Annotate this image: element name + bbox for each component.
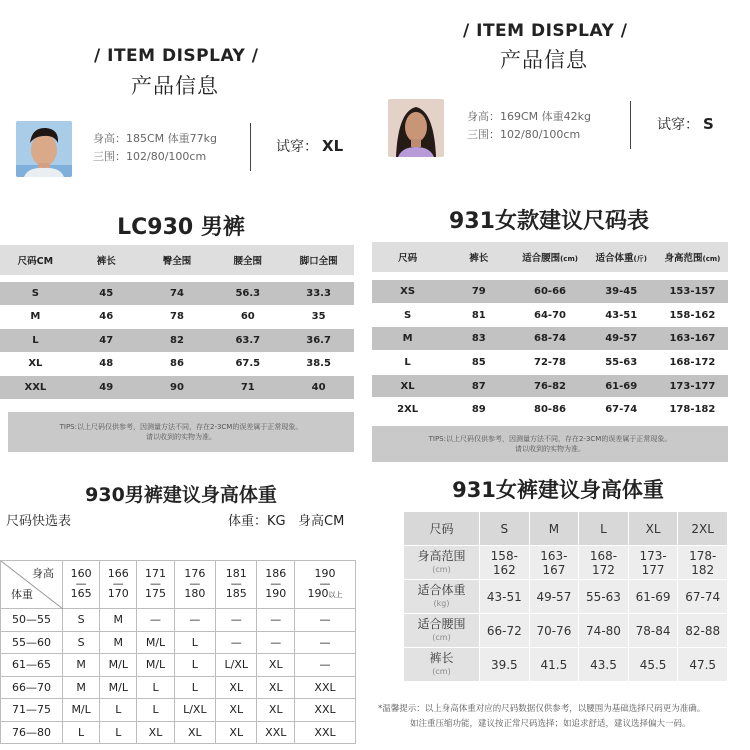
size-cell: XL xyxy=(257,676,295,699)
height-max-suffix: 以上 xyxy=(328,591,343,599)
table-cell: 56.3 xyxy=(235,287,261,299)
size-cell: XXL xyxy=(295,676,356,699)
men-height-weight-panel xyxy=(0,470,362,750)
weight-range: 66—70 xyxy=(1,676,63,699)
tryon-label: 试穿： xyxy=(276,139,318,155)
table-cell: M xyxy=(30,311,41,323)
value-cell: 66-72 xyxy=(480,614,530,648)
item-display-title: / ITEM DISPLAY / xyxy=(463,21,628,41)
tryon-size xyxy=(657,114,714,134)
table-cell: 45 xyxy=(99,287,114,299)
model-measurements xyxy=(467,108,591,144)
tryon-value: XL xyxy=(322,137,344,155)
table-row xyxy=(1,609,356,632)
table-row xyxy=(372,351,728,374)
table-cell: M xyxy=(402,333,413,345)
table-cell: 178-182 xyxy=(669,404,716,416)
size-cell: — xyxy=(257,631,295,654)
size-cell: — xyxy=(216,631,257,654)
table-row xyxy=(1,654,356,677)
value-cell: 78-84 xyxy=(629,614,679,648)
tips-line-2: 请以收到的实物为准。 xyxy=(515,445,585,453)
size-cell: S xyxy=(63,609,100,632)
header-size: L xyxy=(579,512,629,546)
range-dash: — xyxy=(75,577,87,590)
item-display-title: / ITEM DISPLAY / xyxy=(94,46,259,66)
table-cell: 85 xyxy=(471,356,486,368)
size-cell: M xyxy=(100,609,137,632)
size-cell: M xyxy=(100,631,137,654)
tips-note xyxy=(8,412,354,452)
size-cell: — xyxy=(137,609,174,632)
table-cell: 64-70 xyxy=(534,309,566,321)
table-cell: 71 xyxy=(240,381,255,393)
size-cell: S xyxy=(63,631,100,654)
height-max xyxy=(63,587,99,602)
header-size: M xyxy=(530,512,580,546)
men-size-table xyxy=(0,200,362,468)
height-weight-grid xyxy=(0,560,356,744)
info-divider xyxy=(630,101,631,149)
footnote-line-2: 如注重压缩功能，建议按正常尺码选择；如追求舒适，建议选择偏大一码。 xyxy=(410,719,691,729)
value-cell: 70-76 xyxy=(530,614,580,648)
row-label-unit: (kg) xyxy=(433,598,450,608)
value-cell: 55-63 xyxy=(579,580,629,614)
table-cell: 87 xyxy=(471,380,486,392)
table-row xyxy=(372,304,728,327)
corner-height-label: 身高 xyxy=(32,567,54,580)
height-min: 166 xyxy=(107,567,129,580)
table-row xyxy=(0,282,354,305)
weight-range: 61—65 xyxy=(1,654,63,677)
quick-select-label: 尺码快选表 xyxy=(6,514,72,529)
table-cell: 43-51 xyxy=(605,309,638,321)
table-row xyxy=(0,329,354,352)
size-cell: L xyxy=(174,676,215,699)
table-cell: 48 xyxy=(99,358,114,370)
header-height: 身高范围(cm) xyxy=(664,253,721,264)
height-max xyxy=(100,587,136,602)
table-cell: XL xyxy=(28,358,43,370)
height-range-header xyxy=(137,561,174,609)
table-cell: 67-74 xyxy=(605,404,638,416)
table-title: 931女款建议尺码表 xyxy=(449,209,649,234)
height-weight-grid xyxy=(404,512,728,682)
table-cell: 158-162 xyxy=(669,309,716,321)
row-label-text: 裤长 xyxy=(429,650,454,665)
table-cell: 78 xyxy=(170,311,184,323)
table-cell: 47 xyxy=(99,334,114,346)
value-cell: 47.5 xyxy=(678,648,728,682)
size-cell: L xyxy=(100,721,137,744)
tips-line-1: TIPS:以上尺码仅供参考，因测量方法不同，存在2-3CM的误差属于正常现象。 xyxy=(59,423,303,431)
size-cell: M/L xyxy=(137,631,174,654)
table-cell: 153-157 xyxy=(669,285,716,297)
size-cell: M/L xyxy=(100,676,137,699)
grid-corner xyxy=(1,561,63,609)
corner-weight-label: 体重 xyxy=(11,588,33,601)
footnote xyxy=(378,702,705,732)
value-cell: 41.5 xyxy=(530,648,580,682)
male-model-avatar xyxy=(16,121,72,177)
tryon-value: S xyxy=(703,115,714,133)
table-cell: 80-86 xyxy=(534,404,566,416)
table-row xyxy=(0,353,354,376)
table-cell: 76-82 xyxy=(534,380,566,392)
table-row xyxy=(404,580,728,614)
weight-range: 71—75 xyxy=(1,699,63,722)
table-cell: 49 xyxy=(99,381,114,393)
women-height-weight-panel xyxy=(366,470,750,750)
height-max-value: 190 xyxy=(265,587,287,600)
tryon-size xyxy=(276,136,343,156)
table-row xyxy=(0,306,354,329)
value-cell: 74-80 xyxy=(579,614,629,648)
header-size: 尺码CM xyxy=(17,256,54,267)
model-measurements xyxy=(93,130,217,166)
header-size: S xyxy=(480,512,530,546)
row-label xyxy=(404,648,480,682)
weight-range: 76—80 xyxy=(1,721,63,744)
height-min: 186 xyxy=(265,567,287,580)
footnote-line-1: *温馨提示：以上身高体重对应的尺码数据仅供参考，以腰围为基础选择尺码更为准确。 xyxy=(378,704,706,714)
table-row xyxy=(372,399,728,422)
height-max-value: 170 xyxy=(107,587,129,600)
size-cell: M/L xyxy=(63,699,100,722)
size-cell: L/XL xyxy=(216,654,257,677)
tips-line-2: 请以收到的实物为准。 xyxy=(146,433,216,441)
height-max xyxy=(175,587,215,602)
units-label: 体重：KG 身高CM xyxy=(228,514,345,529)
header-length: 裤长 xyxy=(469,253,489,264)
table-cell: 90 xyxy=(170,381,184,393)
value-cell: 163-167 xyxy=(530,546,580,580)
table-cell: L xyxy=(404,356,411,368)
table-header xyxy=(372,242,728,272)
size-cell: XL xyxy=(216,676,257,699)
table-cell: 39-45 xyxy=(605,285,638,297)
size-cell: XL xyxy=(257,699,295,722)
height-min: 176 xyxy=(184,567,206,580)
size-cell: L/XL xyxy=(174,699,215,722)
size-cell: L xyxy=(137,699,174,722)
table-cell: 60 xyxy=(240,311,255,323)
table-row xyxy=(404,648,728,682)
table-cell: 67.5 xyxy=(235,358,261,370)
value-cell: 67-74 xyxy=(678,580,728,614)
table-row xyxy=(1,676,356,699)
size-cell: — xyxy=(295,654,356,677)
size-cell: XL xyxy=(257,654,295,677)
height-max xyxy=(295,587,355,602)
row-label xyxy=(404,614,480,648)
header-length: 裤长 xyxy=(96,256,116,267)
row-label-unit: (cm) xyxy=(432,564,451,574)
height-max-value: 180 xyxy=(184,587,206,600)
value-cell: 43.5 xyxy=(579,648,629,682)
women-size-table xyxy=(366,196,750,468)
size-cell: L xyxy=(63,721,100,744)
size-cell: L xyxy=(137,676,174,699)
size-cell: — xyxy=(216,609,257,632)
header-size: 尺码 xyxy=(398,253,418,264)
table-row xyxy=(372,280,728,303)
female-model-avatar xyxy=(388,99,444,157)
weight-range: 55—60 xyxy=(1,631,63,654)
value-cell: 82-88 xyxy=(678,614,728,648)
height-max xyxy=(216,587,256,602)
table-cell: 163-167 xyxy=(669,333,716,345)
height-max xyxy=(257,587,294,602)
row-label xyxy=(404,580,480,614)
row-label xyxy=(404,546,480,580)
size-cell: XL xyxy=(216,699,257,722)
table-cell: 63.7 xyxy=(235,334,261,346)
table-row xyxy=(372,327,728,350)
table-cell: 38.5 xyxy=(306,358,331,370)
range-dash: — xyxy=(112,577,124,590)
range-dash: — xyxy=(270,577,282,590)
size-cell: M xyxy=(63,654,100,677)
height-min: 160 xyxy=(70,567,92,580)
weight-range: 50—55 xyxy=(1,609,63,632)
value-cell: 45.5 xyxy=(629,648,679,682)
size-cell: M/L xyxy=(100,654,137,677)
table-title: LC930 男裤 xyxy=(117,215,245,240)
table-cell: L xyxy=(32,334,39,346)
table-cell: XXL xyxy=(24,381,47,393)
range-dash: — xyxy=(319,577,331,590)
size-cell: M xyxy=(63,676,100,699)
header-hip: 臀全围 xyxy=(162,256,192,267)
table-row xyxy=(404,614,728,648)
header-size-label: 尺码 xyxy=(404,512,480,546)
value-cell: 43-51 xyxy=(480,580,530,614)
model-three-sizes: 三围：102/80/100cm xyxy=(93,150,207,163)
size-cell: XL xyxy=(174,721,215,744)
table-cell: 79 xyxy=(471,285,486,297)
row-label-unit: (cm) xyxy=(432,666,451,676)
table-cell: 72-78 xyxy=(534,356,566,368)
women-item-display xyxy=(366,0,750,196)
table-cell: 60-66 xyxy=(534,285,566,297)
table-cell: 83 xyxy=(471,333,486,345)
header-waist: 适合腰围(cm) xyxy=(522,253,578,264)
table-cell: 61-69 xyxy=(605,380,638,392)
size-cell: — xyxy=(295,609,356,632)
table-row xyxy=(404,546,728,580)
value-cell: 178-182 xyxy=(678,546,728,580)
section-title: 930男裤建议身高体重 xyxy=(85,484,277,506)
table-cell: 36.7 xyxy=(306,334,331,346)
men-item-display xyxy=(0,0,362,196)
header-size: 2XL xyxy=(678,512,728,546)
table-cell: 46 xyxy=(99,311,114,323)
height-min: 171 xyxy=(145,567,166,580)
value-cell: 173-177 xyxy=(629,546,679,580)
model-height-weight: 身高：169CM 体重42kg xyxy=(467,110,592,123)
table-cell: 173-177 xyxy=(669,380,716,392)
height-max-value: 175 xyxy=(145,587,166,600)
height-max xyxy=(137,587,173,602)
row-label-text: 适合体重 xyxy=(417,582,466,597)
size-cell: XL xyxy=(216,721,257,744)
row-label-unit: (cm) xyxy=(432,632,451,642)
info-divider xyxy=(250,123,251,171)
size-cell: XL xyxy=(137,721,174,744)
height-range-header xyxy=(100,561,137,609)
table-row xyxy=(372,375,728,398)
value-cell: 158-162 xyxy=(480,546,530,580)
table-row xyxy=(0,376,354,399)
table-cell: 74 xyxy=(170,287,184,299)
size-cell: L xyxy=(100,699,137,722)
row-label-text: 身高范围 xyxy=(417,548,466,563)
table-cell: 168-172 xyxy=(669,356,716,368)
grid-header-row xyxy=(1,561,356,609)
header-weight: 适合体重(斤) xyxy=(595,253,647,264)
header-waist: 腰全围 xyxy=(233,256,263,267)
height-range-header xyxy=(216,561,257,609)
table-header xyxy=(0,245,354,275)
height-min: 190 xyxy=(314,567,336,580)
table-cell: 86 xyxy=(170,358,184,370)
table-row xyxy=(1,631,356,654)
height-max-value: 185 xyxy=(225,587,247,600)
size-cell: — xyxy=(295,631,356,654)
height-range-header xyxy=(63,561,100,609)
height-max-value: 165 xyxy=(70,587,92,600)
table-cell: 82 xyxy=(170,334,184,346)
table-cell: 33.3 xyxy=(306,287,331,299)
value-cell: 49-57 xyxy=(530,580,580,614)
tips-line-1: TIPS:以上尺码仅供参考，因测量方法不同，存在2-3CM的误差属于正常现象。 xyxy=(428,435,672,443)
height-min: 181 xyxy=(225,567,247,580)
size-cell: — xyxy=(174,609,215,632)
size-cell: XXL xyxy=(295,721,356,744)
height-range-header xyxy=(295,561,356,609)
value-cell: 168-172 xyxy=(579,546,629,580)
section-title: 931女裤建议身高体重 xyxy=(452,478,664,502)
range-dash: — xyxy=(150,577,161,590)
header-size: XL xyxy=(629,512,679,546)
table-cell: 35 xyxy=(311,311,326,323)
value-cell: 61-69 xyxy=(629,580,679,614)
table-cell: 68-74 xyxy=(534,333,566,345)
range-dash: — xyxy=(230,577,242,590)
grid-header-row xyxy=(404,512,728,546)
table-cell: 40 xyxy=(311,381,326,393)
model-height-weight: 身高：185CM 体重77kg xyxy=(93,132,218,145)
value-cell: 39.5 xyxy=(480,648,530,682)
header-hem: 脚口全围 xyxy=(299,256,338,267)
table-cell: S xyxy=(31,287,39,299)
tryon-label: 试穿： xyxy=(657,117,699,133)
table-cell: 49-57 xyxy=(605,333,638,345)
row-label-text: 适合腰围 xyxy=(417,616,466,631)
size-cell: XXL xyxy=(257,721,295,744)
item-display-subtitle: 产品信息 xyxy=(131,74,219,98)
table-cell: 2XL xyxy=(397,404,419,416)
table-row xyxy=(1,721,356,744)
table-cell: 55-63 xyxy=(605,356,638,368)
range-dash: — xyxy=(189,577,201,590)
height-range-header xyxy=(174,561,215,609)
table-row xyxy=(1,699,356,722)
table-cell: S xyxy=(404,309,412,321)
size-cell: XXL xyxy=(295,699,356,722)
height-range-header xyxy=(257,561,295,609)
table-cell: 81 xyxy=(471,309,486,321)
model-three-sizes: 三围：102/80/100cm xyxy=(467,128,581,141)
height-max-value: 190 xyxy=(307,587,329,600)
item-display-subtitle: 产品信息 xyxy=(500,48,588,72)
table-cell: 89 xyxy=(471,404,486,416)
size-cell: M/L xyxy=(137,654,174,677)
table-cell: XL xyxy=(400,380,415,392)
size-cell: L xyxy=(174,654,215,677)
size-cell: — xyxy=(257,609,295,632)
table-cell: XS xyxy=(400,285,416,297)
tips-note xyxy=(372,426,728,462)
size-cell: L xyxy=(174,631,215,654)
